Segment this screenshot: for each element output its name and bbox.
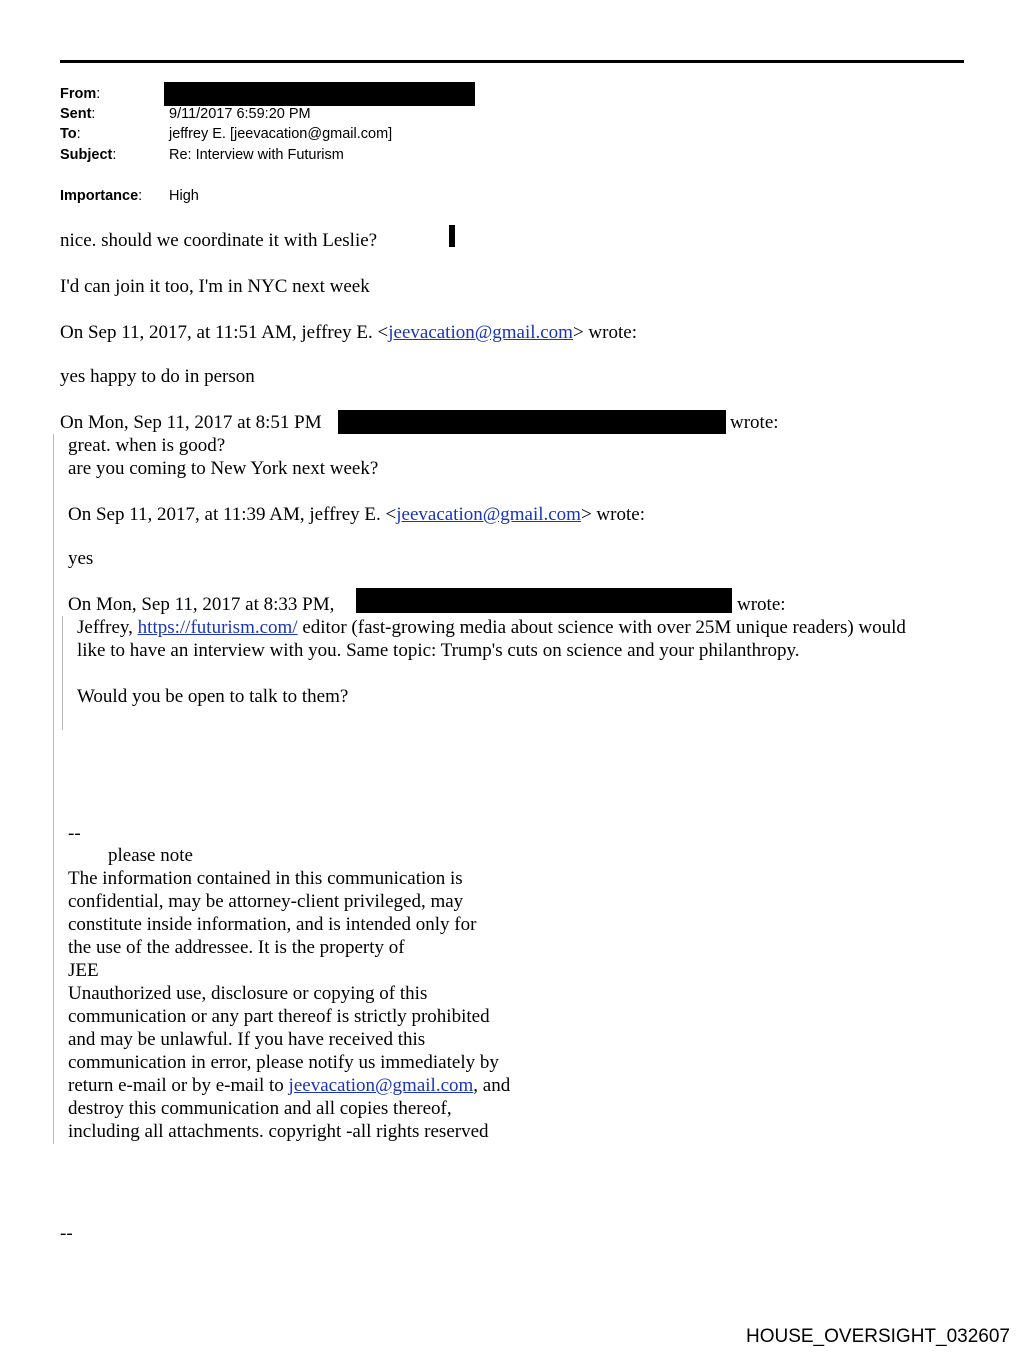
sent-value: 9/11/2017 6:59:20 PM xyxy=(169,106,311,122)
quote-bar-inner xyxy=(62,616,63,730)
disclaimer-line: Unauthorized use, disclosure or copying of this xyxy=(68,983,428,1004)
quote-4-line-3: Would you be open to talk to them? xyxy=(77,686,349,707)
body-line-1: nice. should we coordinate it with Leslie? xyxy=(60,230,378,251)
disclaimer-line: the use of the addressee. It is the property of xyxy=(68,937,405,958)
quote-2-line-2: are you coming to New York next week? xyxy=(68,458,379,479)
quote-4-line-1: Jeffrey, https://futurism.com/ editor (fast-growing media about science with over 25M unique readers) would xyxy=(77,617,906,638)
body-line-2: I'd can join it too, I'm in NYC next week xyxy=(60,276,370,297)
disclaimer-return-line: return e-mail or by e-mail to jeevacation@gmail.com, and xyxy=(68,1075,511,1096)
quote-2-line-1: great. when is good? xyxy=(68,435,226,456)
email-link[interactable]: jeevacation@gmail.com xyxy=(288,1075,474,1096)
disclaimer-line: confidential, may be attorney-client privileged, may xyxy=(68,891,464,912)
signature-dashes: -- xyxy=(68,823,81,844)
document-id: HOUSE_OVERSIGHT_032607 xyxy=(745,1326,1010,1347)
disclaimer-line: and may be unlawful. If you have received this xyxy=(68,1029,426,1050)
quote-2-attribution-start: On Mon, Sep 11, 2017 at 8:51 PM xyxy=(60,412,322,433)
futurism-link[interactable]: https://futurism.com/ xyxy=(137,617,298,638)
quote-4-line-2: like to have an interview with you. Same topic: Trump's cuts on science and your philanthropy. xyxy=(77,640,800,661)
disclaimer-line: communication or any part thereof is strictly prohibited xyxy=(68,1006,490,1027)
quote-1-text: yes happy to do in person xyxy=(60,366,255,387)
quote-1-attribution: On Sep 11, 2017, at 11:51 AM, jeffrey E. <jeevacation@gmail.com> wrote: xyxy=(60,322,637,343)
subject-label: Subject: xyxy=(60,147,117,163)
to-value: jeffrey E. [jeevacation@gmail.com] xyxy=(169,126,393,142)
from-label: From: xyxy=(60,86,101,102)
quote-bar-outer xyxy=(53,434,54,1144)
quote-4-attribution-end: wrote: xyxy=(737,594,786,615)
sender-redaction xyxy=(338,410,726,434)
disclaimer-line: JEE xyxy=(68,960,99,981)
sender-redaction-2 xyxy=(356,588,732,613)
disclaimer-line: destroy this communication and all copies thereof, xyxy=(68,1098,452,1119)
subject-value: Re: Interview with Futurism xyxy=(169,147,344,163)
disclaimer-line: communication in error, please notify us immediately by xyxy=(68,1052,499,1073)
sent-label: Sent: xyxy=(60,106,96,122)
from-redaction xyxy=(164,82,475,106)
signature-note: please note xyxy=(108,845,193,866)
disclaimer-line: including all attachments. copyright -all rights reserved xyxy=(68,1121,489,1142)
disclaimer-line: constitute inside information, and is intended only for xyxy=(68,914,477,935)
trailing-dashes: -- xyxy=(60,1223,73,1244)
quote-4-attribution-start: On Mon, Sep 11, 2017 at 8:33 PM, xyxy=(68,594,335,615)
to-label: To: xyxy=(60,126,81,142)
importance-label: Importance: xyxy=(60,188,143,204)
disclaimer-line: The information contained in this communication is xyxy=(68,868,463,889)
top-rule xyxy=(60,60,964,63)
email-link[interactable]: jeevacation@gmail.com xyxy=(396,504,581,525)
small-redaction xyxy=(449,225,455,247)
email-link[interactable]: jeevacation@gmail.com xyxy=(388,322,573,343)
quote-2-attribution-end: wrote: xyxy=(730,412,779,433)
quote-3-attribution: On Sep 11, 2017, at 11:39 AM, jeffrey E. <jeevacation@gmail.com> wrote: xyxy=(68,504,645,525)
quote-3-text: yes xyxy=(68,548,94,569)
importance-value: High xyxy=(169,188,199,204)
